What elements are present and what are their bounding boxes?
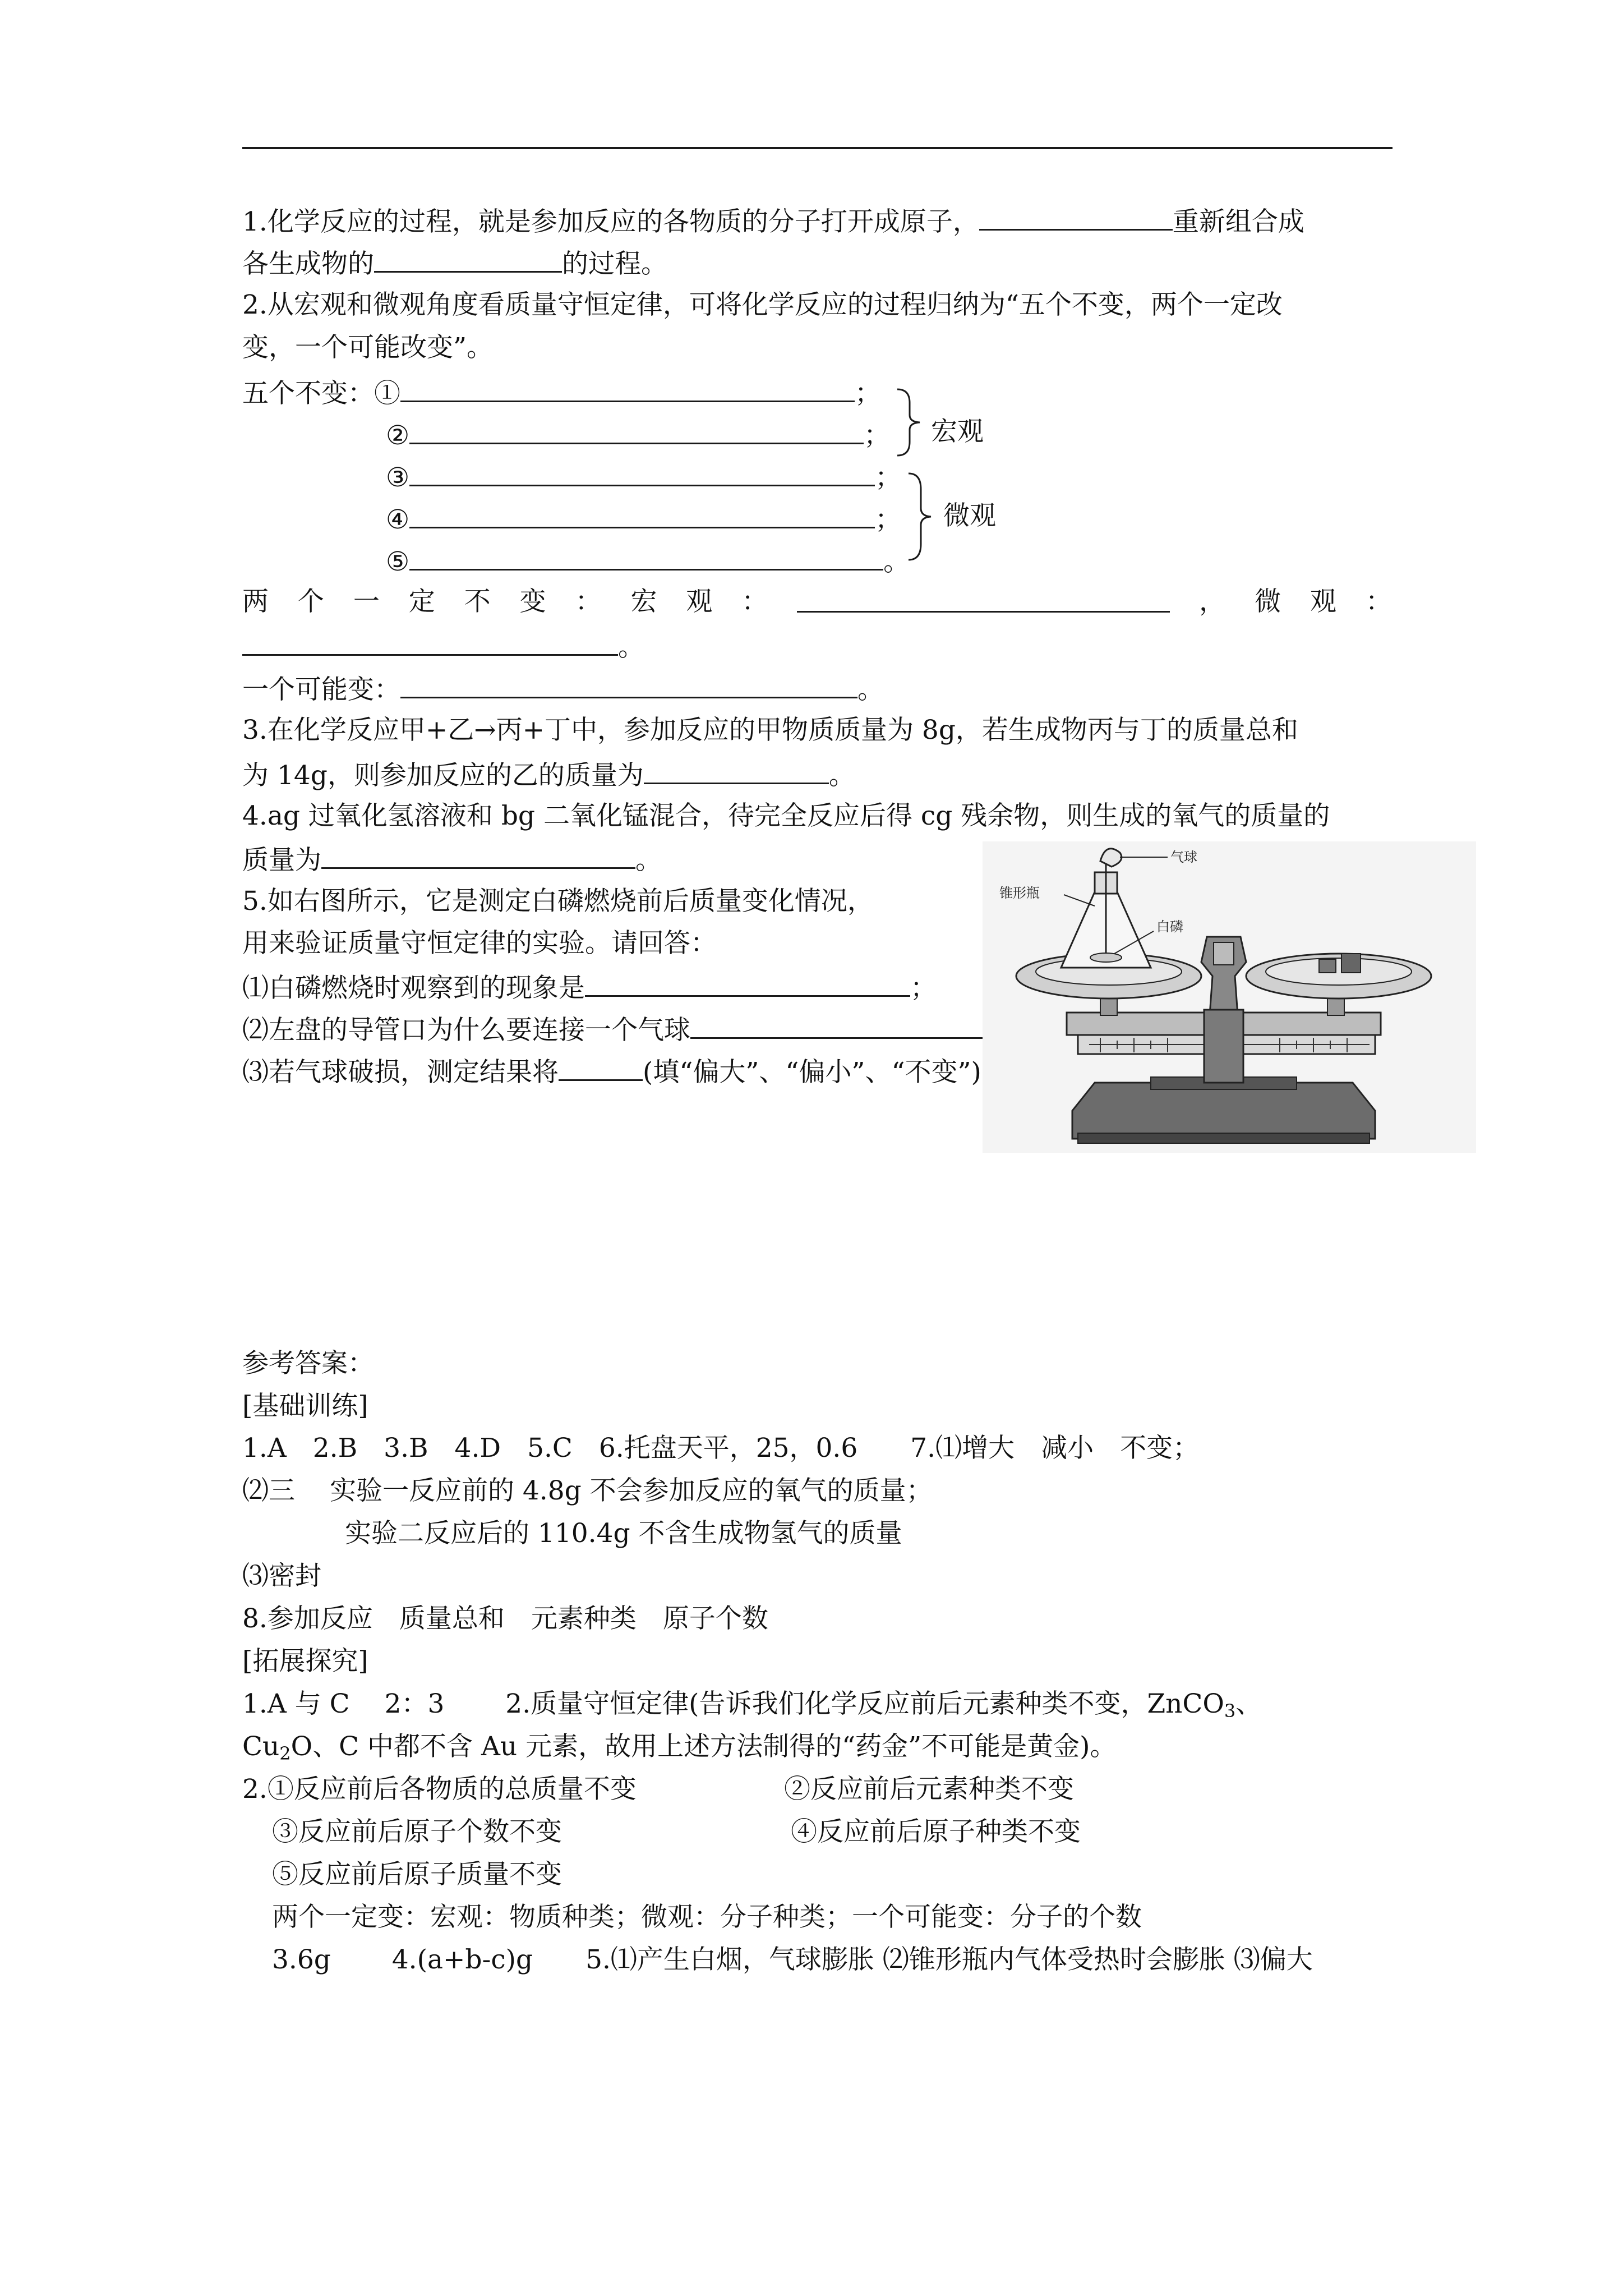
item-number: ⑤	[386, 546, 410, 577]
two-micro-blank[interactable]	[242, 628, 618, 656]
extension-line-2	[242, 1730, 1117, 1770]
basic-line-3: 实验二反应后的 110.4g 不含生成物氢气的质量	[345, 1518, 902, 1549]
item-number: ③	[386, 462, 410, 493]
q1-text-c: 各生成物的	[242, 249, 374, 279]
q2-line1: 2.从宏观和微观角度看质量守恒定律，可将化学反应的过程归纳为“五个不变，两个一定改	[242, 289, 1283, 320]
extension-line-5: ⑤反应前后原子质量不变	[272, 1859, 562, 1890]
q2-blank-4[interactable]	[409, 501, 875, 528]
extension-line-3b: ②反应前后元素种类不变	[784, 1774, 1074, 1805]
item-number: ①	[374, 378, 400, 409]
ext-text: 1.A 与 C 2：3 2.质量守恒定律(告诉我们化学反应前后元素种类不变，ZnCO	[242, 1688, 1224, 1719]
q3-text: 为 14g，则参加反应的乙的质量为	[242, 760, 644, 791]
char: 观	[686, 586, 713, 617]
basic-line-4: ⑶密封	[242, 1561, 321, 1591]
char: 宏	[630, 586, 657, 617]
q5-blank-3[interactable]	[559, 1053, 643, 1081]
q3-blank[interactable]	[644, 757, 829, 784]
q1-blank-1[interactable]	[979, 203, 1173, 231]
extension-line-1	[242, 1687, 1262, 1728]
balance-figure	[983, 841, 1476, 1153]
q5-hint: (填“偏大”、“偏小”、“不变”)	[643, 1057, 981, 1088]
one-possible-blank[interactable]	[400, 671, 857, 698]
label-phosphorus: 白磷	[1156, 919, 1183, 935]
item-number: ④	[386, 504, 410, 535]
q3-line2	[242, 757, 855, 793]
q5-blank-1[interactable]	[585, 969, 910, 997]
item-end: 。	[883, 546, 910, 577]
q4-line2	[242, 841, 662, 877]
macro-brace	[893, 386, 926, 459]
char: 两	[242, 586, 269, 617]
item-end: ；	[864, 420, 891, 451]
char: 一	[353, 586, 380, 617]
char: 微	[1255, 586, 1281, 617]
char: 。	[828, 760, 855, 791]
q2-item-5	[386, 543, 910, 579]
q3-line1: 3.在化学反应甲+乙→丙+丁中，参加反应的甲物质质量为 8g，若生成物丙与丁的质量总和	[242, 715, 1298, 746]
ext-text: O、C 中都不含 Au 元素，故用上述方法制得的“药金”不可能是黄金)。	[291, 1731, 1117, 1762]
subscript: 3	[1224, 1700, 1236, 1722]
q5-text: ⑵左盘的导管口为什么要连接一个气球	[242, 1015, 690, 1046]
q2-item-2	[386, 417, 890, 453]
q2-blank-3[interactable]	[409, 459, 875, 486]
char: ：	[1365, 586, 1392, 617]
q1-line1	[242, 203, 1304, 239]
q2-item-4	[386, 501, 901, 537]
char: 个	[297, 586, 324, 617]
q5-text: ⑴白磷燃烧时观察到的现象是	[242, 973, 585, 1004]
basic-line-1: 1.A 2.B 3.B 4.D 5.C 6.托盘天平，25，0.6 7.⑴增大 减小 不变；	[242, 1433, 1200, 1464]
item-number: ②	[386, 420, 410, 451]
header-rule	[242, 147, 1393, 149]
micro-brace	[904, 470, 938, 563]
q2-line2: 变，一个可能改变”。	[242, 332, 494, 363]
char: 观	[1310, 586, 1336, 617]
two-macro-blank[interactable]	[797, 585, 1170, 613]
q2-item-3	[386, 459, 901, 495]
char: 。	[635, 845, 662, 876]
answers-title: 参考答案：	[242, 1348, 374, 1379]
q5-sub1	[242, 969, 937, 1005]
two-unchanged-line	[242, 585, 1392, 619]
basic-line-5: 8.参加反应 质量总和 元素种类 原子个数	[242, 1603, 768, 1634]
macro-label: 宏观	[931, 416, 984, 447]
q5-line2: 用来验证质量守恒定律的实验。请回答：	[242, 928, 717, 959]
item-end: ；	[855, 378, 881, 409]
label-flask: 锥形瓶	[999, 885, 1040, 901]
q5-blank-2[interactable]	[690, 1011, 996, 1039]
basic-line-2: ⑵三 实验一反应前的 4.8g 不会参加反应的氧气的质量；	[242, 1475, 933, 1506]
char: ；	[910, 973, 937, 1004]
char: 不	[464, 586, 491, 617]
q5-sub2	[242, 1011, 1022, 1047]
ext-text: 、	[1235, 1688, 1262, 1719]
extension-line-4b: ④反应前后原子种类不变	[791, 1816, 1081, 1847]
q2-blank-1[interactable]	[400, 375, 855, 402]
q4-text: 质量为	[242, 845, 321, 876]
q1-text-a: 1.化学反应的过程，就是参加反应的各物质的分子打开成原子，	[242, 206, 979, 237]
q5-text: ⑶若气球破损，测定结果将	[242, 1057, 559, 1088]
char: 定	[408, 586, 435, 617]
basic-title: [基础训练]	[242, 1391, 368, 1421]
item-end: ；	[875, 462, 902, 493]
q2-blank-5[interactable]	[409, 543, 883, 570]
char: ：	[575, 586, 602, 617]
extension-line-3a: 2.①反应前后各物质的总质量不变	[242, 1774, 637, 1805]
char: ：	[741, 586, 768, 617]
q5-line1: 5.如右图所示，它是测定白磷燃烧前后质量变化情况，	[242, 886, 874, 917]
q1-line2	[242, 245, 667, 281]
micro-label: 微观	[943, 500, 996, 531]
q4-line1: 4.ag 过氧化氢溶液和 bg 二氧化锰混合，待完全反应后得 cg 残余物，则生成的氧气的质量的	[242, 800, 1330, 831]
extension-line-7: 3.6g 4.(a+b-c)g 5.⑴产生白烟，气球膨胀 ⑵锥形瓶内气体受热时会膨胀 ⑶偏大	[272, 1944, 1313, 1975]
one-possible-label: 一个可能变：	[242, 674, 400, 705]
item-end: ；	[875, 504, 902, 535]
one-possible-line	[242, 671, 884, 707]
extension-title: [拓展探究]	[242, 1646, 368, 1677]
q1-blank-2[interactable]	[374, 245, 562, 273]
label-balloon: 气球	[1170, 849, 1197, 865]
extension-line-6: 两个一定变：宏观：物质种类；微观：分子种类；一个可能变：分子的个数	[272, 1902, 1142, 1932]
q4-blank[interactable]	[321, 841, 635, 869]
extension-line-4a: ③反应前后原子个数不变	[272, 1816, 562, 1847]
q5-sub3	[242, 1053, 981, 1089]
q1-text-d: 的过程。	[562, 249, 667, 279]
two-micro-line	[242, 628, 644, 664]
char: 。	[618, 632, 644, 662]
q2-blank-2[interactable]	[409, 417, 864, 444]
q1-text-b: 重新组合成	[1172, 206, 1304, 237]
char: ，	[1199, 586, 1226, 617]
char: 。	[857, 674, 884, 705]
ext-text: Cu	[242, 1731, 280, 1762]
char: 变	[519, 586, 546, 617]
balance-illustration	[983, 841, 1476, 1153]
five-unchanged-label: 五个不变：	[242, 378, 374, 409]
q2-item-1	[242, 375, 881, 411]
subscript: 2	[279, 1743, 291, 1764]
